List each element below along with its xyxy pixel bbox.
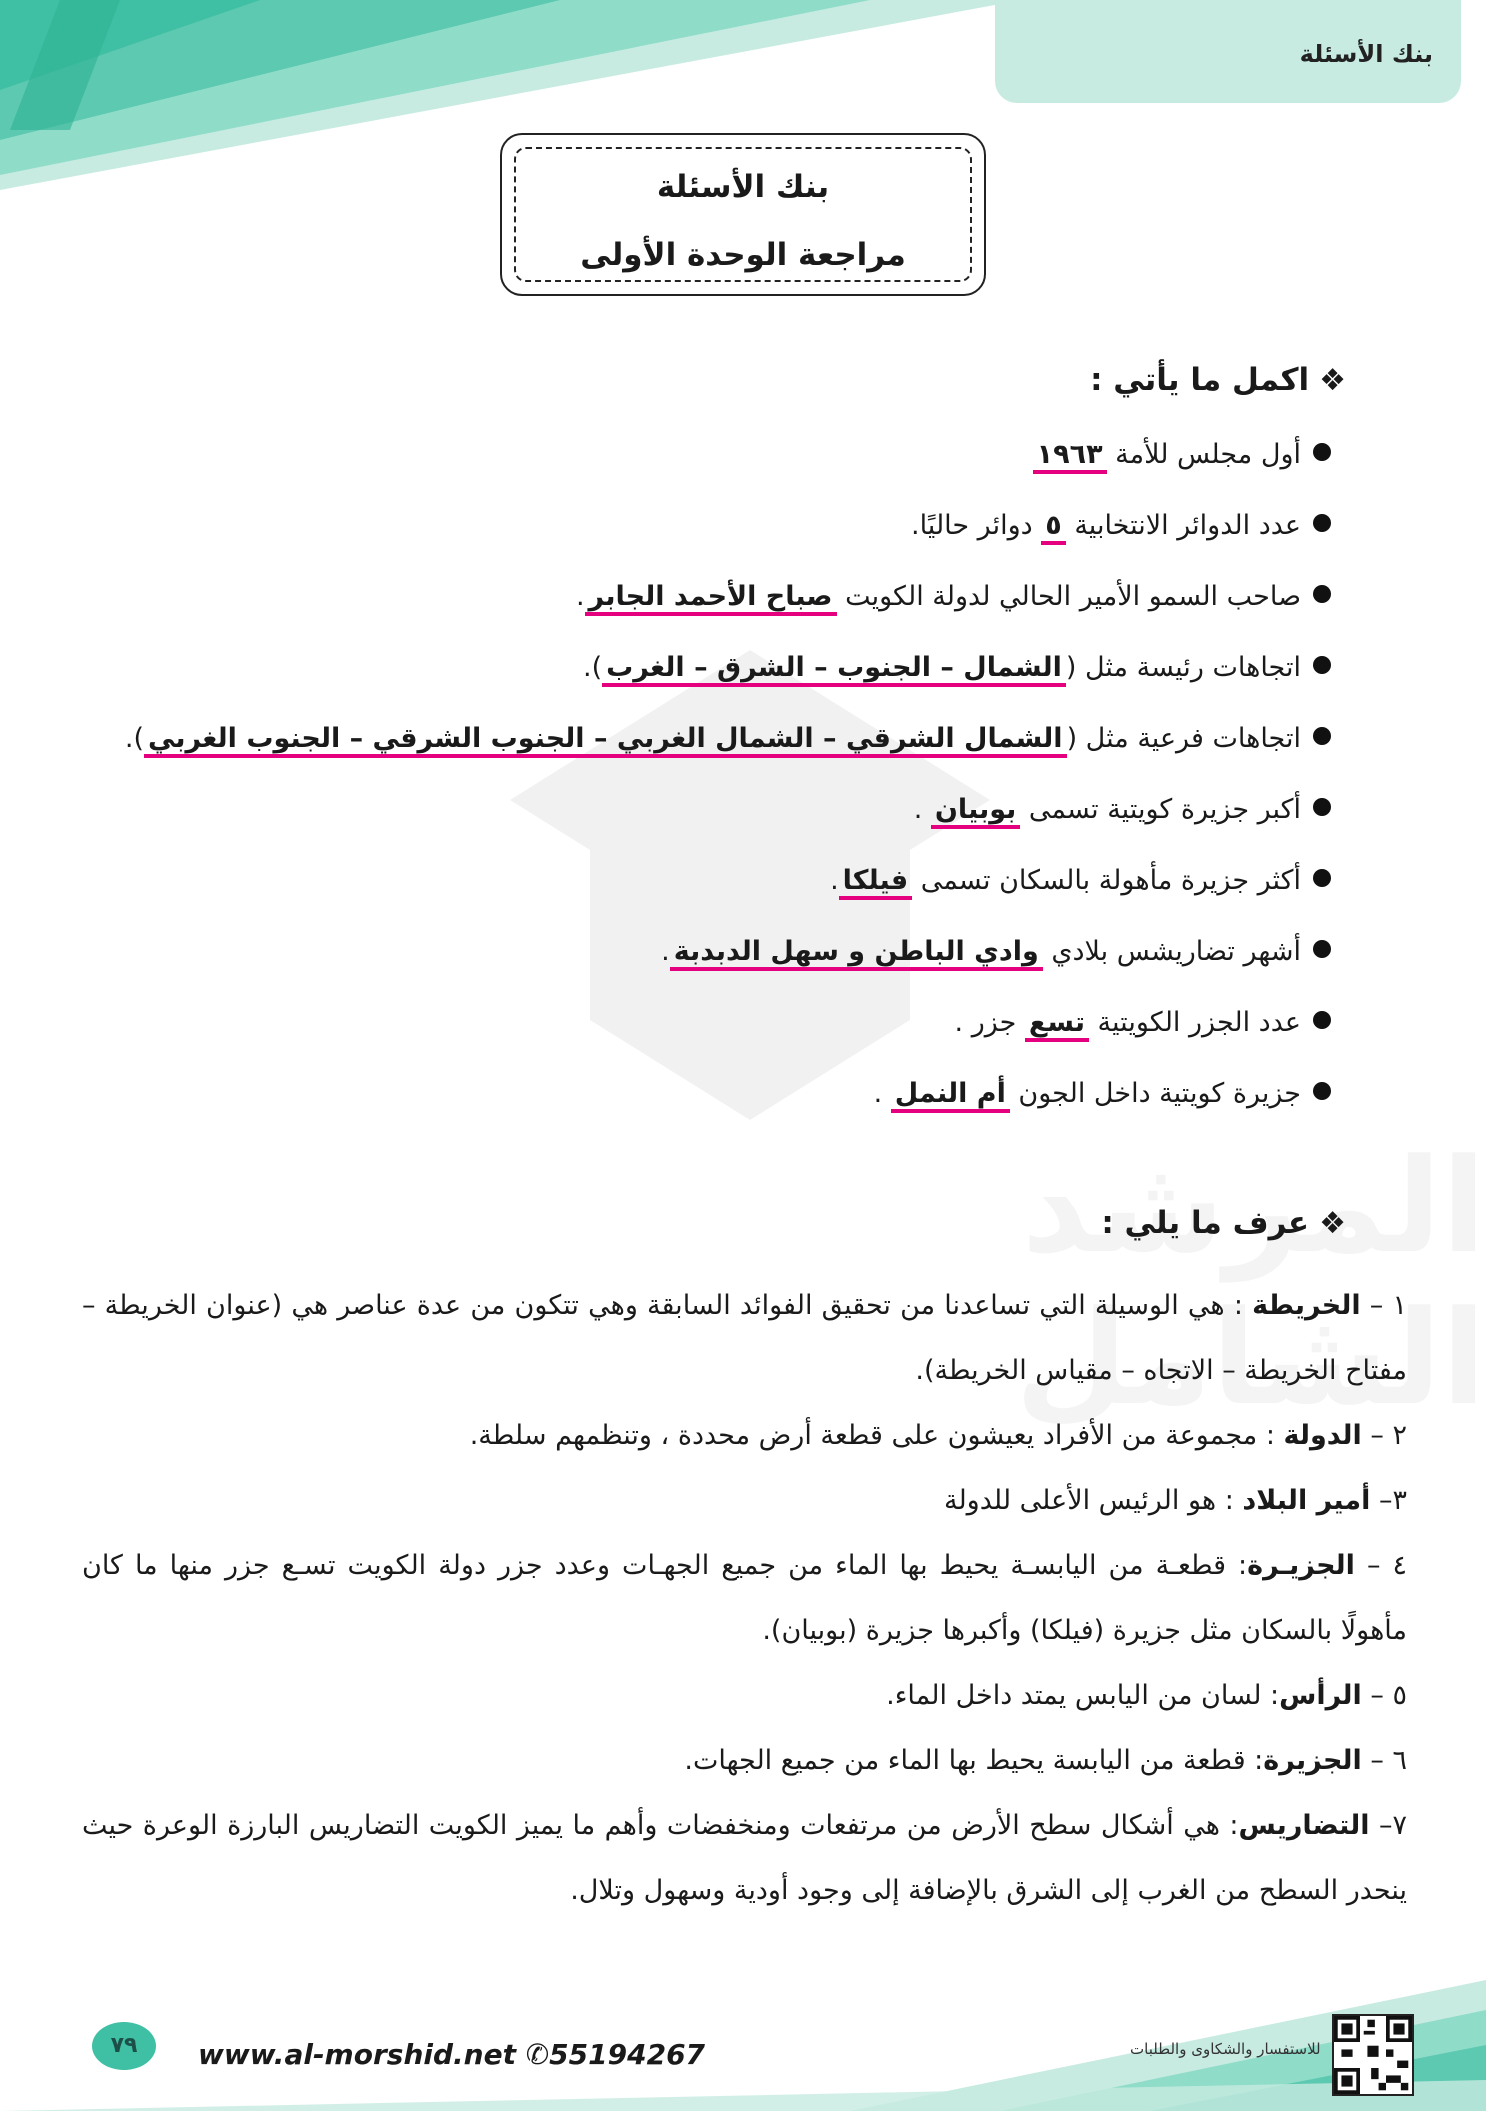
definition-number: ٦ – (1361, 1745, 1407, 1776)
item-text-end: دوائر حاليًا. (911, 510, 1042, 541)
footer-decoration (0, 1960, 1486, 2111)
definition-term: التضاريس (1238, 1810, 1370, 1841)
definition-item (82, 1728, 1407, 1793)
item-text: صاحب السمو الأمير الحالي لدولة الكويت (836, 581, 1301, 612)
definition-term: الجزيرة (1263, 1745, 1362, 1776)
list-item (131, 572, 1331, 643)
definition-term: الخريطة (1252, 1290, 1361, 1321)
header-tab-label: بنك الأسئلة (1299, 40, 1433, 68)
item-answer: ٥ (1041, 510, 1065, 545)
item-answer: ١٩٦٣ (1033, 439, 1107, 474)
bullet-icon (1313, 940, 1331, 958)
definition-term: الجزيـرة (1247, 1550, 1355, 1581)
phone-number: ✆55194267 (525, 2038, 706, 2071)
page-number: ٧٩ (92, 2022, 156, 2070)
page-title: مراجعة الوحدة الأولى (580, 237, 906, 273)
definition-text: : قطعة من اليابسة يحيط بها الماء من جميع الجهات. (684, 1745, 1264, 1776)
item-text-end: . (661, 936, 670, 967)
list-item (131, 785, 1331, 856)
definition-number: ٧– (1369, 1810, 1407, 1841)
bullet-icon (1313, 1011, 1331, 1029)
definition-item (82, 1663, 1407, 1728)
footer-note: للاستفسار والشكاوى والطلبات (1130, 2040, 1321, 2058)
footer-contact (198, 2038, 705, 2071)
bullet-icon (1313, 869, 1331, 887)
list-item (131, 998, 1331, 1069)
definitions-list (82, 1273, 1407, 1923)
definition-item (82, 1403, 1407, 1468)
list-item (131, 643, 1331, 714)
definition-item (82, 1468, 1407, 1533)
four-diamond-icon: ❖ (1319, 1206, 1346, 1241)
item-answer: وادي الباطن و سهل الدبدبة (670, 936, 1043, 971)
item-answer: الشمال – الجنوب – الشرق – الغرب (602, 652, 1066, 687)
item-answer: فيلكا (839, 865, 913, 900)
definition-number: ٣– (1370, 1485, 1407, 1516)
bullet-list (124, 430, 1331, 1140)
four-diamond-icon: ❖ (1319, 363, 1346, 398)
list-item (131, 927, 1331, 998)
item-text: أكبر جزيرة كويتية تسمى (1020, 794, 1301, 825)
item-text: عدد الدوائر الانتخابية (1065, 510, 1301, 541)
bullet-icon (1313, 1082, 1331, 1100)
definition-text: : مجموعة من الأفراد يعيشون على قطعة أرض محددة ، وتنظمهم سلطة. (469, 1420, 1284, 1451)
definition-number: ٤ – (1354, 1550, 1408, 1581)
item-text-end: ). (582, 652, 603, 683)
item-text: أكثر جزيرة مأهولة بالسكان تسمى (912, 865, 1301, 896)
list-item (131, 430, 1331, 501)
section-heading-label: عرف ما يلي : (1101, 1205, 1310, 1241)
item-text: عدد الجزر الكويتية (1088, 1007, 1301, 1038)
bullet-icon (1313, 585, 1331, 603)
definition-number: ٢ – (1361, 1420, 1407, 1451)
item-text: اتجاهات رئيسة مثل ( (1065, 652, 1301, 683)
definition-term: الرأس (1279, 1680, 1362, 1711)
title-line-1: بنك الأسئلة (656, 169, 830, 205)
website-link[interactable]: www.al-morshid.net (198, 2038, 516, 2071)
definition-term: الدولة (1283, 1420, 1362, 1451)
qr-code-icon (1332, 2014, 1414, 2096)
definition-item (82, 1793, 1407, 1923)
item-text: جزيرة كويتية داخل الجون (1009, 1078, 1301, 1109)
definition-text: : لسان من اليابس يمتد داخل الماء. (886, 1680, 1280, 1711)
title-box (500, 133, 986, 296)
definition-term: أمير البلاد (1242, 1485, 1371, 1516)
item-text: اتجاهات فرعية مثل ( (1066, 723, 1301, 754)
bullet-icon (1313, 443, 1331, 461)
definition-text: : قطعـة من اليابسـة يحيط بها الماء من جميع الجهـات وعدد جزر دولة الكويت تسـع جزر منها ما كان مأهولًا بالسكان مثل جزيرة (فيلكا) وأكبرها جزيرة (بوبيان). (82, 1550, 1407, 1646)
item-text-end: ). (124, 723, 145, 754)
item-text-end: . (830, 865, 839, 896)
item-text: أول مجلس للأمة (1106, 439, 1301, 470)
item-answer: أم النمل (891, 1078, 1010, 1113)
definition-text: : هي أشكال سطح الأرض من مرتفعات ومنخفضات وأهم ما يميز الكويت التضاريس البارزة الوعرة حيث ينحدر السطح من الغرب إلى الشرق بالإضافة إلى وجود أودية وسهول وتلال. (82, 1810, 1407, 1906)
item-text: أشهر تضاريشس بلادي (1042, 936, 1301, 967)
definition-item (82, 1273, 1407, 1403)
section-heading-complete (1090, 362, 1346, 398)
header-tab (995, 0, 1461, 103)
section-heading-label: اكمل ما يأتي : (1090, 362, 1310, 398)
bullet-icon (1313, 798, 1331, 816)
list-item (131, 1069, 1331, 1140)
bullet-icon (1313, 656, 1331, 674)
item-text-end: . (873, 1078, 891, 1109)
bullet-icon (1313, 727, 1331, 745)
bullet-icon (1313, 514, 1331, 532)
item-answer: صباح الأحمد الجابر (585, 581, 837, 616)
list-item (124, 714, 1331, 785)
definition-number: ١ – (1360, 1290, 1407, 1321)
list-item (131, 501, 1331, 572)
section-heading-define (1101, 1205, 1346, 1241)
item-answer: الشمال الشرقي – الشمال الغربي – الجنوب الشرقي – الجنوب الغربي (144, 723, 1067, 758)
item-text-end: جزر . (954, 1007, 1025, 1038)
definition-number: ٥ – (1361, 1680, 1407, 1711)
definition-item (82, 1533, 1407, 1663)
item-text-end: . (575, 581, 585, 612)
item-answer: بوبيان (931, 794, 1020, 829)
item-text-end: . (913, 794, 931, 825)
definition-text: : هي الوسيلة التي تساعدنا من تحقيق الفوائد السابقة وهي تتكون من عدة عناصر هي (عنوان الخريطة – مفتاح الخريطة – الاتجاه – مقياس الخريطة). (82, 1290, 1407, 1386)
definition-text: : هو الرئيس الأعلى للدولة (943, 1485, 1243, 1516)
item-answer: تسع (1025, 1007, 1089, 1042)
list-item (131, 856, 1331, 927)
